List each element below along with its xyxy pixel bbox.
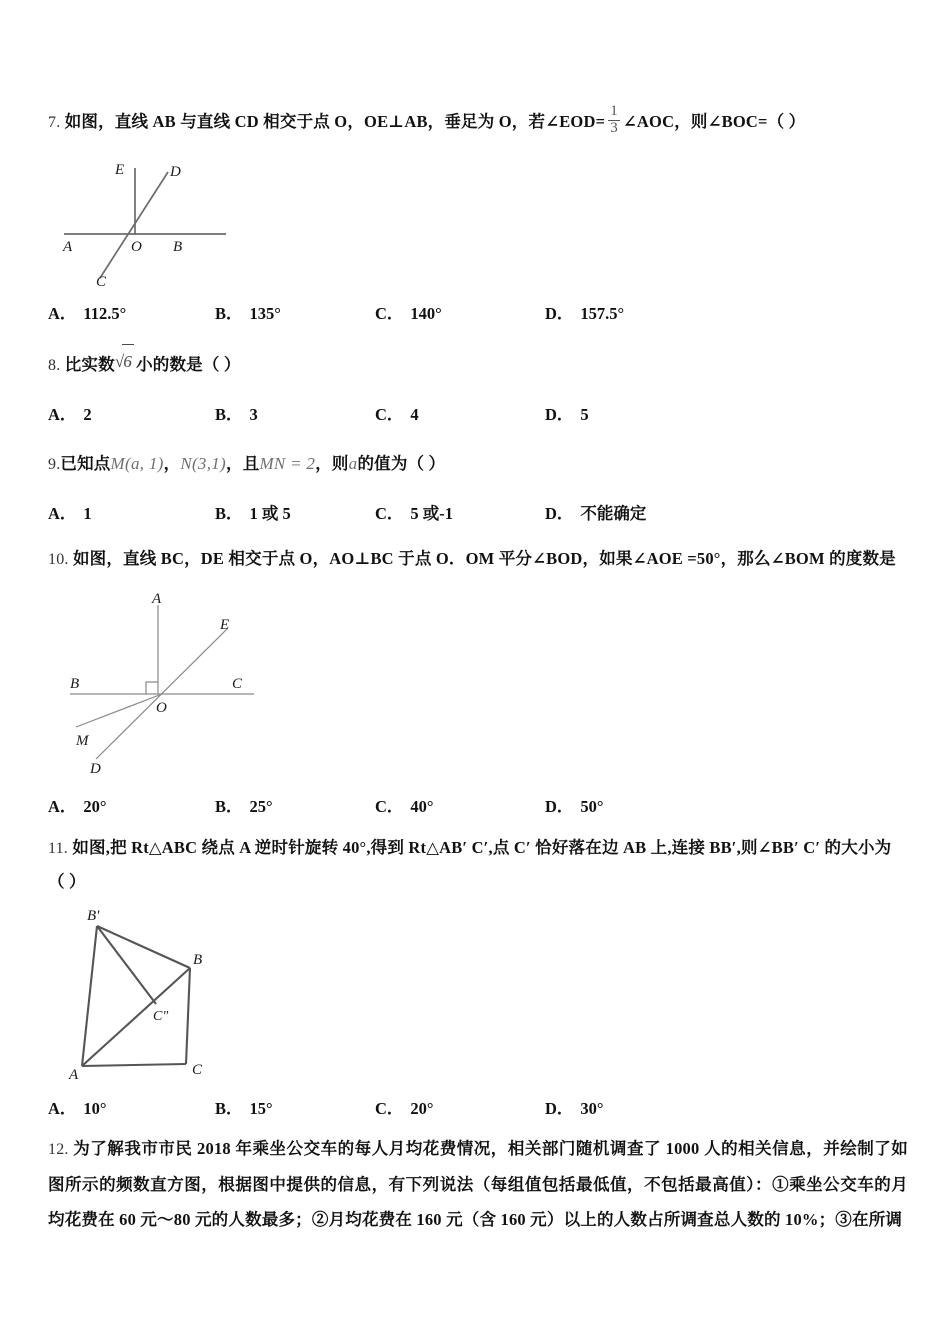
label-C-double-prime: C" [153, 1009, 169, 1025]
label-O: O [156, 700, 167, 717]
question-9-seg4: ，则 [315, 454, 349, 474]
label-C: C [96, 274, 107, 286]
question-7 [48, 105, 908, 330]
option-10-C-text: 40° [410, 797, 434, 817]
option-9-C-letter: C． [375, 504, 404, 524]
label-B-prime: B' [87, 908, 100, 925]
option-8-A-letter: A． [48, 405, 77, 425]
question-10-options [48, 793, 908, 823]
option-8-D-text: 5 [580, 405, 589, 425]
option-7-A[interactable] [48, 300, 126, 324]
option-9-B-letter: B． [215, 504, 243, 524]
option-8-A[interactable] [48, 401, 92, 425]
question-9-options [48, 500, 908, 530]
option-9-C[interactable] [375, 500, 453, 524]
ray-OM [76, 694, 162, 727]
option-8-C-text: 4 [410, 405, 419, 425]
question-8-text-before: 比实数 [64, 355, 115, 375]
question-12 [48, 1131, 908, 1237]
question-8 [48, 344, 908, 431]
question-7-number: 7. [48, 114, 61, 131]
option-8-B-text: 3 [249, 405, 258, 425]
question-11-stem [48, 831, 908, 898]
question-7-figure [58, 156, 908, 286]
option-10-A[interactable] [48, 793, 107, 817]
option-11-B[interactable] [215, 1095, 273, 1119]
question-8-options [48, 401, 908, 431]
question-11-number: 11. [48, 840, 69, 858]
question-7-text-after: ∠AOC，则∠BOC=（ ） [622, 112, 806, 131]
question-10-number: 10. [48, 551, 69, 569]
option-10-D-text: 50° [580, 797, 604, 817]
label-B: B [173, 239, 183, 255]
option-9-C-text: 5 或-1 [410, 504, 454, 524]
question-9-number: 9. [48, 456, 61, 474]
option-11-C[interactable] [375, 1095, 434, 1119]
question-9-seg5: 的值为（ ） [357, 454, 446, 474]
label-C: C [192, 1062, 203, 1079]
question-7-stem [48, 105, 908, 140]
question-9-seg2: ， [163, 454, 181, 474]
option-7-D-letter: D． [545, 304, 574, 323]
option-10-B[interactable] [215, 793, 273, 817]
label-O: O [131, 239, 142, 255]
option-9-D[interactable] [545, 500, 646, 524]
label-C: C [232, 676, 243, 693]
question-12-number: 12. [48, 1141, 69, 1159]
option-7-D[interactable] [545, 300, 624, 324]
option-7-C-text: 140° [410, 304, 442, 323]
option-8-D-letter: D． [545, 405, 574, 425]
label-A: A [69, 1067, 79, 1082]
label-B: B [193, 952, 203, 969]
question-10 [48, 542, 908, 823]
point-N-coords: N(3,1) [180, 454, 227, 474]
segment-CB [186, 968, 190, 1064]
variable-a: a [348, 454, 358, 474]
label-E: E [220, 617, 230, 634]
figure-rotated-triangle [64, 906, 294, 1081]
fraction-numerator: 1 [610, 103, 618, 119]
question-12-stem [48, 1131, 908, 1237]
option-9-A[interactable] [48, 500, 92, 524]
option-8-A-text: 2 [83, 405, 92, 425]
option-10-C-letter: C． [375, 797, 404, 817]
option-10-C[interactable] [375, 793, 434, 817]
radical-symbol: √ [114, 352, 125, 371]
segment-MN-length: MN = 2 [259, 454, 316, 474]
option-11-B-text: 15° [249, 1099, 273, 1119]
option-8-B-letter: B． [215, 405, 243, 425]
radicand: 6 [122, 344, 134, 379]
segment-AB [82, 968, 190, 1066]
question-9-seg1: 已知点 [60, 454, 111, 474]
question-12-text: 为了解我市市民 2018 年乘坐公交车的每人月均花费情况，相关部门随机调查了 1000 人的相关信息，并绘制了如图所示的频数直方图，根据图中提供的信息，有下列说法（每组值包括最低值，不包括最高值）：①乘坐公交车的月均花费在 60 元～80 元的人数最多；②月均花费在 160 元（含 160 元）以上的人数占所调查总人数的 10%；③在所调 [48, 1139, 909, 1230]
question-9-seg3: ，且 [226, 454, 260, 474]
label-A: A [63, 239, 73, 255]
option-10-B-letter: B． [215, 797, 243, 817]
option-9-D-text: 不能确定 [580, 504, 647, 524]
option-9-B-text: 1 或 5 [249, 504, 291, 524]
question-8-number: 8. [48, 357, 61, 375]
label-A: A [152, 591, 162, 608]
figure-lines-BC-DE-OM [62, 587, 302, 777]
option-10-A-letter: A． [48, 797, 77, 817]
option-7-B-letter: B． [215, 304, 243, 323]
right-angle-mark [146, 682, 158, 694]
option-7-A-text: 112.5° [83, 304, 127, 323]
label-M: M [76, 733, 89, 750]
square-root-expression [115, 344, 136, 379]
option-11-C-text: 20° [410, 1099, 434, 1119]
option-11-B-letter: B． [215, 1099, 243, 1119]
option-10-A-text: 20° [83, 797, 107, 817]
option-9-A-text: 1 [83, 504, 92, 524]
option-10-D-letter: D． [545, 797, 574, 817]
option-11-C-letter: C． [375, 1099, 404, 1119]
option-11-A-letter: A． [48, 1099, 77, 1119]
label-E: E [115, 162, 125, 178]
option-7-A-letter: A． [48, 304, 77, 323]
fraction-denominator: 3 [610, 119, 618, 136]
option-7-C-letter: C． [375, 304, 404, 323]
option-7-D-text: 157.5° [580, 304, 625, 323]
option-11-D-letter: D． [545, 1099, 574, 1119]
option-7-C[interactable] [375, 300, 442, 324]
question-8-text-after: 小的数是（ ） [136, 355, 241, 375]
question-7-options [48, 300, 908, 330]
segment-B-prime-C-double-prime [97, 926, 156, 1004]
option-11-D-text: 30° [580, 1099, 604, 1119]
point-M-coords: M(a, 1) [110, 454, 164, 474]
option-8-C[interactable] [375, 401, 419, 425]
segment-AB-prime [82, 926, 97, 1066]
option-7-B-text: 135° [249, 304, 281, 323]
question-11 [48, 831, 908, 1125]
question-11-options [48, 1095, 908, 1125]
figure-intersecting-lines [58, 156, 268, 286]
question-10-stem [48, 542, 908, 577]
segment-B-prime-B [97, 926, 190, 968]
label-D: D [170, 164, 181, 180]
question-9-stem [48, 447, 908, 482]
label-B: B [70, 676, 80, 693]
option-8-D[interactable] [545, 401, 589, 425]
label-D: D [90, 761, 101, 778]
question-8-stem [48, 344, 908, 383]
option-10-D[interactable] [545, 793, 604, 817]
segment-AC [82, 1064, 186, 1066]
question-9 [48, 447, 908, 530]
option-9-D-letter: D． [545, 504, 574, 524]
option-9-A-letter: A． [48, 504, 77, 524]
option-7-B[interactable] [215, 300, 281, 324]
option-11-A-text: 10° [83, 1099, 107, 1119]
option-10-B-text: 25° [249, 797, 273, 817]
option-8-B[interactable] [215, 401, 258, 425]
question-10-text: 如图，直线 BC，DE 相交于点 O，AO⊥BC 于点 O．OM 平分∠BOD，如果∠AOE =50°，那么∠BOM 的度数是 [72, 549, 896, 569]
option-11-A[interactable] [48, 1095, 107, 1119]
option-11-D[interactable] [545, 1095, 604, 1119]
question-7-text-before: 如图，直线 AB 与直线 CD 相交于点 O，OE⊥AB，垂足为 O，若∠EOD= [64, 112, 606, 131]
option-8-C-letter: C． [375, 405, 404, 425]
line-CD [100, 172, 168, 278]
option-9-B[interactable] [215, 500, 291, 524]
question-11-figure [64, 906, 908, 1081]
question-10-figure [62, 587, 908, 777]
fraction-one-third [608, 104, 620, 137]
page-content [48, 105, 908, 1237]
question-11-text: 如图,把 Rt△ABC 绕点 A 逆时针旋转 40°,得到 Rt△AB′ C′,点 C′ 恰好落在边 AB 上,连接 BB′,则∠BB′ C′ 的大小为（ ） [48, 838, 892, 892]
